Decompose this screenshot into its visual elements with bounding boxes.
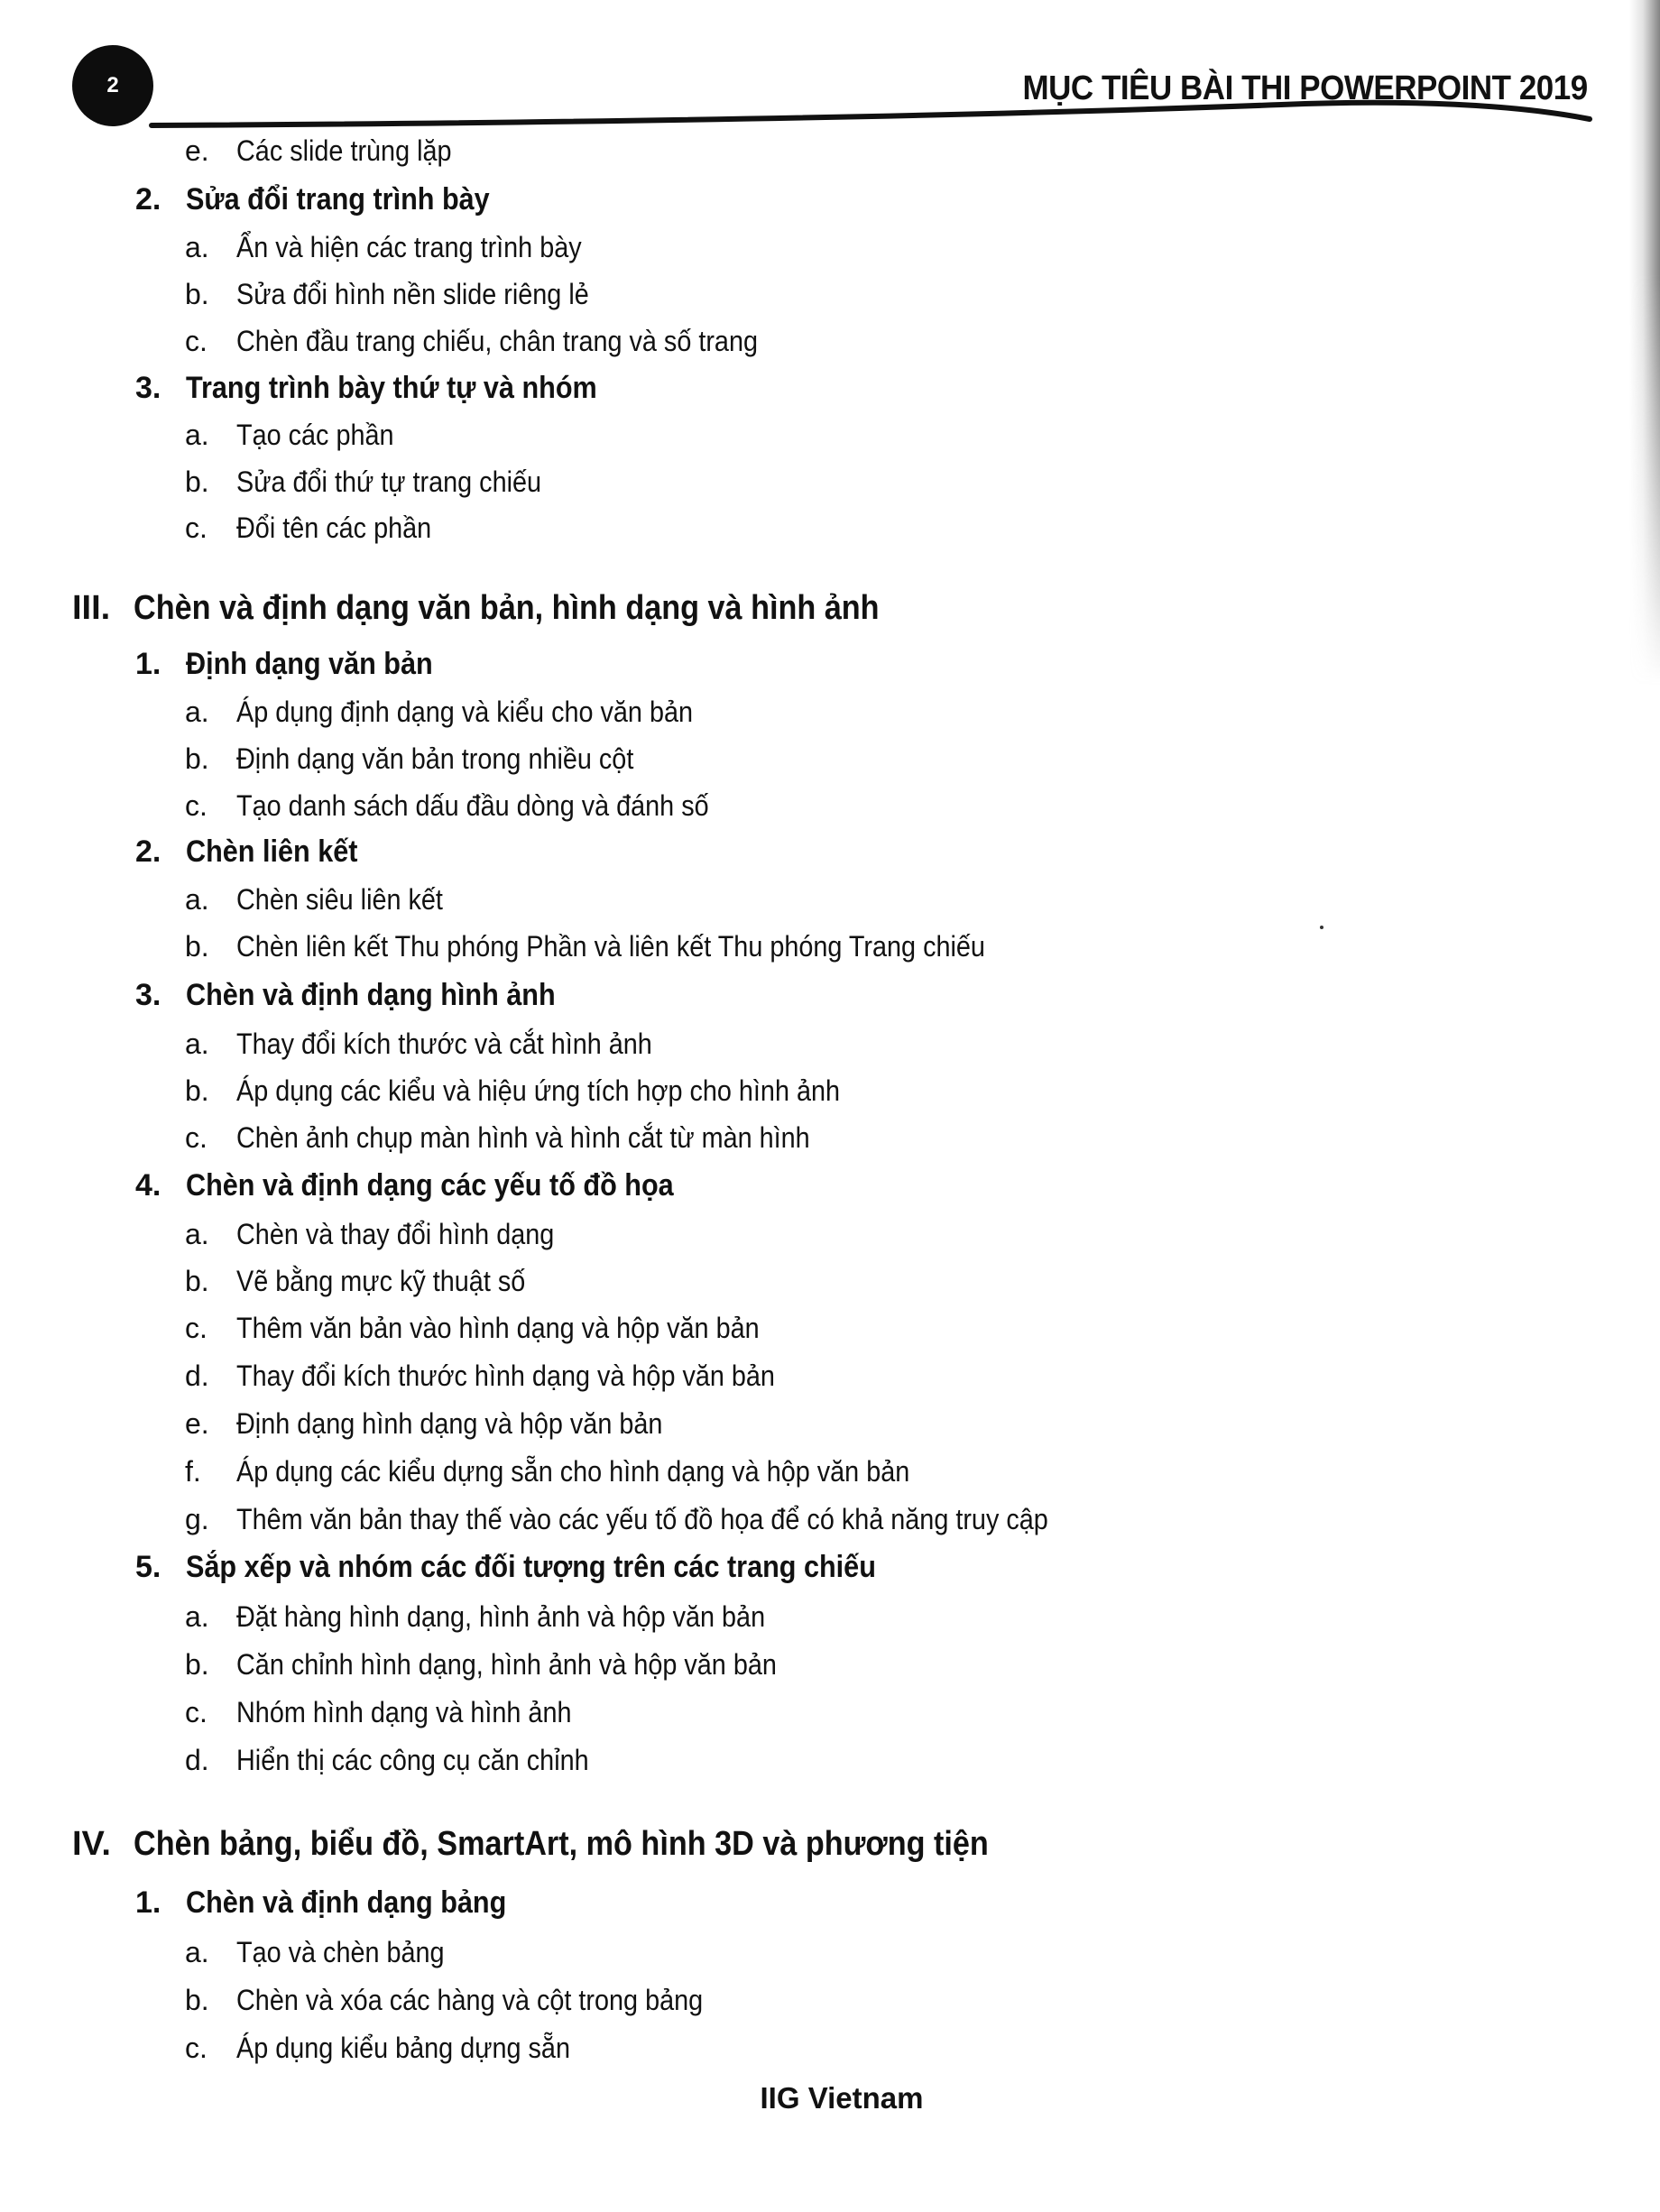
- list-marker: e.: [185, 134, 209, 167]
- list-marker: c.: [185, 1312, 208, 1344]
- list-marker: 2.: [135, 834, 161, 869]
- objective-subitem: [185, 1352, 835, 1399]
- list-text: Chèn liên kết Thu phóng Phần và liên kết Thu phóng Trang chiếu: [236, 930, 985, 963]
- list-text: Chèn và xóa các hàng và cột trong bảng: [236, 1984, 704, 2016]
- objective-subitem: [185, 318, 816, 364]
- objective-subitem: [185, 1114, 873, 1161]
- list-text: Ẩn và hiện các trang trình bày: [236, 231, 582, 263]
- list-text: Chèn ảnh chụp màn hình và hình cắt từ màn hình: [236, 1121, 810, 1154]
- list-marker: f.: [185, 1455, 201, 1488]
- list-text: Đổi tên các phần: [236, 512, 432, 544]
- list-marker: c.: [185, 789, 208, 822]
- list-marker: c.: [185, 512, 208, 544]
- list-marker: d.: [185, 1359, 209, 1392]
- page-number-badge: 2: [72, 45, 153, 126]
- objective-subitem: [185, 1977, 755, 2023]
- list-marker: b.: [185, 1648, 209, 1681]
- list-marker: a.: [185, 1600, 209, 1633]
- list-marker: 2.: [135, 182, 161, 217]
- list-marker: b.: [185, 742, 209, 775]
- list-marker: a.: [185, 1218, 209, 1250]
- objective-heading: [135, 828, 377, 875]
- objective-subitem: [185, 224, 620, 271]
- list-marker: III.: [72, 589, 111, 627]
- list-text: Chèn bảng, biểu đồ, SmartArt, mô hình 3D và phương tiện: [134, 1825, 989, 1863]
- objective-heading: [135, 972, 596, 1018]
- objective-heading: [135, 364, 642, 411]
- list-text: Hiển thị các công cụ căn chỉnh: [236, 1744, 589, 1776]
- list-text: Chèn và định dạng văn bản, hình dạng và hình ảnh: [134, 589, 880, 627]
- objective-subitem: [185, 1737, 628, 1783]
- list-marker: a.: [185, 419, 209, 451]
- list-text: Tạo danh sách dấu đầu dòng và đánh số: [236, 789, 709, 822]
- objective-subitem: [185, 1211, 589, 1258]
- list-text: Thay đổi kích thước hình dạng và hộp văn bản: [236, 1359, 775, 1392]
- section-heading: [72, 1817, 1084, 1871]
- list-text: Định dạng hình dạng và hộp văn bản: [236, 1407, 663, 1440]
- list-marker: g.: [185, 1503, 209, 1535]
- objective-subitem: [185, 1593, 824, 1640]
- objective-heading: [135, 1544, 953, 1590]
- list-text: Chèn và định dạng bảng: [186, 1885, 507, 1920]
- objective-heading: [135, 1879, 542, 1926]
- objective-subitem: [185, 782, 761, 829]
- list-marker: b.: [185, 930, 209, 963]
- list-marker: 1.: [135, 1885, 161, 1920]
- list-text: Căn chỉnh hình dạng, hình ảnh và hộp văn bản: [236, 1648, 777, 1681]
- list-marker: IV.: [72, 1825, 111, 1863]
- list-text: Các slide trùng lặp: [236, 134, 452, 167]
- objective-subitem: [185, 1496, 1139, 1543]
- objective-subitem: [185, 1258, 558, 1304]
- objective-subitem: [185, 1448, 984, 1495]
- objective-subitem: [185, 458, 576, 505]
- objective-heading: [135, 176, 523, 223]
- objective-subitem: [185, 1929, 467, 1976]
- objective-subitem: [185, 688, 743, 735]
- list-marker: a.: [185, 231, 209, 263]
- list-text: Chèn đầu trang chiếu, chân trang và số trang: [236, 325, 758, 357]
- objective-subitem: [185, 2024, 607, 2071]
- footer-publisher: IIG Vietnam: [760, 2081, 924, 2115]
- list-marker: c.: [185, 1121, 208, 1154]
- list-marker: a.: [185, 1028, 209, 1060]
- list-marker: e.: [185, 1407, 209, 1440]
- objective-subitem: [185, 876, 466, 923]
- list-text: Chèn và định dạng các yếu tố đồ họa: [186, 1168, 674, 1203]
- list-text: Sửa đổi trang trình bày: [186, 182, 490, 217]
- list-marker: a.: [185, 1936, 209, 1968]
- list-text: Áp dụng định dạng và kiểu cho văn bản: [236, 696, 693, 728]
- list-text: Chèn và định dạng hình ảnh: [186, 978, 556, 1012]
- objective-subitem: [185, 271, 628, 318]
- list-marker: 3.: [135, 371, 161, 405]
- list-text: Thêm văn bản thay thế vào các yếu tố đồ họa để có khả năng truy cập: [236, 1503, 1048, 1535]
- list-text: Định dạng văn bản: [186, 647, 433, 681]
- list-marker: c.: [185, 1696, 208, 1728]
- objective-subitem: [185, 1020, 698, 1067]
- scan-speck: [1320, 926, 1323, 929]
- list-marker: a.: [185, 696, 209, 728]
- list-text: Sửa đổi hình nền slide riêng lẻ: [236, 278, 589, 310]
- list-text: Áp dụng các kiểu dựng sẵn cho hình dạng và hộp văn bản: [236, 1455, 910, 1488]
- list-text: Sắp xếp và nhóm các đối tượng trên các trang chiếu: [186, 1550, 876, 1584]
- list-marker: c.: [185, 325, 208, 357]
- list-text: Áp dụng các kiểu và hiệu ứng tích hợp cho hình ảnh: [236, 1074, 841, 1107]
- list-text: Nhóm hình dạng và hình ảnh: [236, 1696, 572, 1728]
- list-marker: 1.: [135, 647, 161, 681]
- list-marker: b.: [185, 1074, 209, 1107]
- list-text: Trang trình bày thứ tự và nhóm: [186, 371, 597, 405]
- list-marker: a.: [185, 883, 209, 916]
- objective-subitem: [185, 1400, 710, 1447]
- list-marker: b.: [185, 278, 209, 310]
- list-text: Định dạng văn bản trong nhiều cột: [236, 742, 634, 775]
- objective-subitem: [185, 923, 1068, 970]
- list-text: Chèn siêu liên kết: [236, 883, 443, 916]
- list-marker: b.: [185, 1984, 209, 2016]
- list-marker: 5.: [135, 1550, 161, 1584]
- objective-subitem: [185, 1689, 609, 1736]
- objective-subitem: [185, 411, 411, 458]
- list-marker: 3.: [135, 978, 161, 1012]
- section-heading: [72, 581, 962, 635]
- list-text: Tạo các phần: [236, 419, 394, 451]
- objective-subitem: [185, 1304, 817, 1351]
- list-text: Thay đổi kích thước và cắt hình ảnh: [236, 1028, 652, 1060]
- list-text: Đặt hàng hình dạng, hình ảnh và hộp văn bản: [236, 1600, 766, 1633]
- list-marker: 4.: [135, 1168, 161, 1203]
- list-marker: c.: [185, 2032, 208, 2064]
- objective-subitem: [185, 1641, 836, 1688]
- running-header-title: MỤC TIÊU BÀI THI POWERPOINT 2019: [1022, 69, 1588, 107]
- list-marker: d.: [185, 1744, 209, 1776]
- list-text: Sửa đổi thứ tự trang chiếu: [236, 465, 542, 498]
- objective-subitem: [185, 127, 475, 174]
- objective-subitem: [185, 1067, 907, 1114]
- list-marker: b.: [185, 465, 209, 498]
- list-text: Chèn và thay đổi hình dạng: [236, 1218, 555, 1250]
- list-text: Thêm văn bản vào hình dạng và hộp văn bản: [236, 1312, 760, 1344]
- list-text: Áp dụng kiểu bảng dựng sẵn: [236, 2032, 570, 2064]
- objective-heading: [135, 641, 460, 687]
- list-text: Chèn liên kết: [186, 834, 358, 869]
- objective-heading: [135, 1162, 728, 1209]
- objective-subitem: [185, 504, 453, 551]
- list-text: Tạo và chèn bảng: [236, 1936, 445, 1968]
- list-text: Vẽ bằng mực kỹ thuật số: [236, 1265, 526, 1297]
- list-marker: b.: [185, 1265, 209, 1297]
- objective-subitem: [185, 735, 678, 782]
